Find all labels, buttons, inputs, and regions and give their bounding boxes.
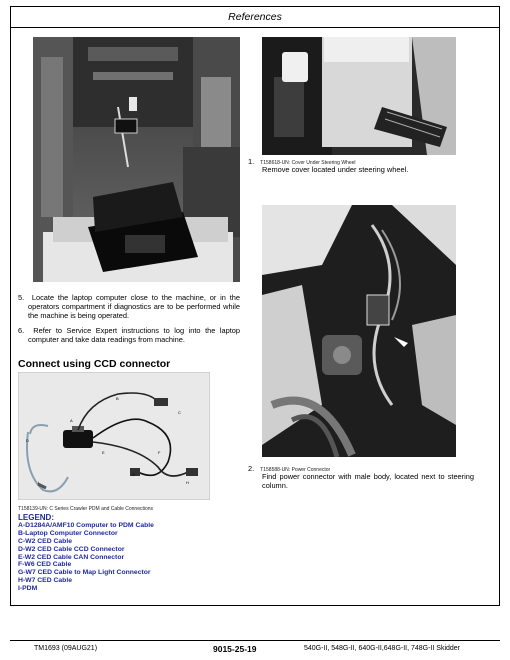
callout-i: I bbox=[38, 480, 40, 485]
legend-item: H-W7 CED Cable bbox=[18, 577, 73, 585]
cable-connections-caption: T158139-UN: C Series Crawler PDM and Cable Connections bbox=[18, 506, 154, 512]
legend-item: I-PDM bbox=[18, 585, 38, 593]
legend-title: LEGEND: bbox=[18, 513, 54, 522]
callout-c: C bbox=[178, 410, 181, 415]
step-5-text: Locate the laptop computer close to the machine, or in the operators compartment if diagnostics are to be performed while the machine is being operated. bbox=[28, 293, 241, 321]
step-2-number: 2. bbox=[248, 464, 255, 473]
step-1-number: 1. bbox=[248, 157, 255, 166]
power-connector-photo bbox=[262, 205, 456, 457]
step-1-text: Remove cover located under steering wheel. bbox=[262, 165, 409, 174]
footer-divider bbox=[10, 640, 500, 641]
legend-item: D-W2 CED Cable CCD Connector bbox=[18, 545, 125, 553]
laptop-at-machine-photo bbox=[33, 37, 240, 282]
steering-cover-photo bbox=[262, 37, 456, 155]
legend-item: G-W7 CED Cable to Map Light Connector bbox=[18, 569, 151, 577]
step-5-number: 5. bbox=[18, 293, 25, 302]
callout-e: E bbox=[102, 450, 105, 455]
section-heading: Connect using CCD connector bbox=[18, 358, 171, 370]
step-6-text: Refer to Service Expert instructions to log into the laptop computer and take data readings from machine. bbox=[28, 326, 241, 345]
callout-b: B bbox=[116, 396, 119, 401]
callout-a: A bbox=[70, 418, 73, 423]
callout-g: G bbox=[132, 472, 136, 477]
legend-item: A-D1284A/AMF10 Computer to PDM Cable bbox=[18, 521, 154, 529]
power-connector-caption: T158588-UN: Power Connector bbox=[260, 467, 331, 473]
legend bbox=[18, 514, 154, 593]
step-2-text: Find power connector with male body, located next to steering column. bbox=[262, 472, 474, 491]
steering-cover-caption: T158618-UN: Cover Under Steering Wheel bbox=[260, 160, 356, 166]
step-6 bbox=[18, 326, 240, 344]
callout-f: F bbox=[158, 450, 161, 455]
header-title: References bbox=[228, 11, 282, 23]
footer-page-number: 9015-25-19 bbox=[213, 644, 257, 654]
callout-h: H bbox=[186, 480, 189, 485]
step-6-number: 6. bbox=[18, 326, 25, 335]
cable-connections-photo bbox=[18, 372, 210, 500]
legend-item: B-Laptop Computer Connector bbox=[18, 529, 118, 537]
callout-d: D bbox=[26, 438, 29, 443]
legend-item: F-W6 CED Cable bbox=[18, 561, 72, 569]
footer-right: 540G-II, 548G-II, 640G-II,648G-II, 748G-II Skidder bbox=[304, 645, 461, 652]
page-header bbox=[10, 6, 500, 28]
footer-left: TM1693 (09AUG21) bbox=[34, 645, 98, 652]
callout-markers bbox=[18, 372, 210, 500]
legend-item: C-W2 CED Cable bbox=[18, 537, 73, 545]
legend-item: E-W2 CED Cable CAN Connector bbox=[18, 553, 125, 561]
step-5 bbox=[18, 293, 240, 321]
